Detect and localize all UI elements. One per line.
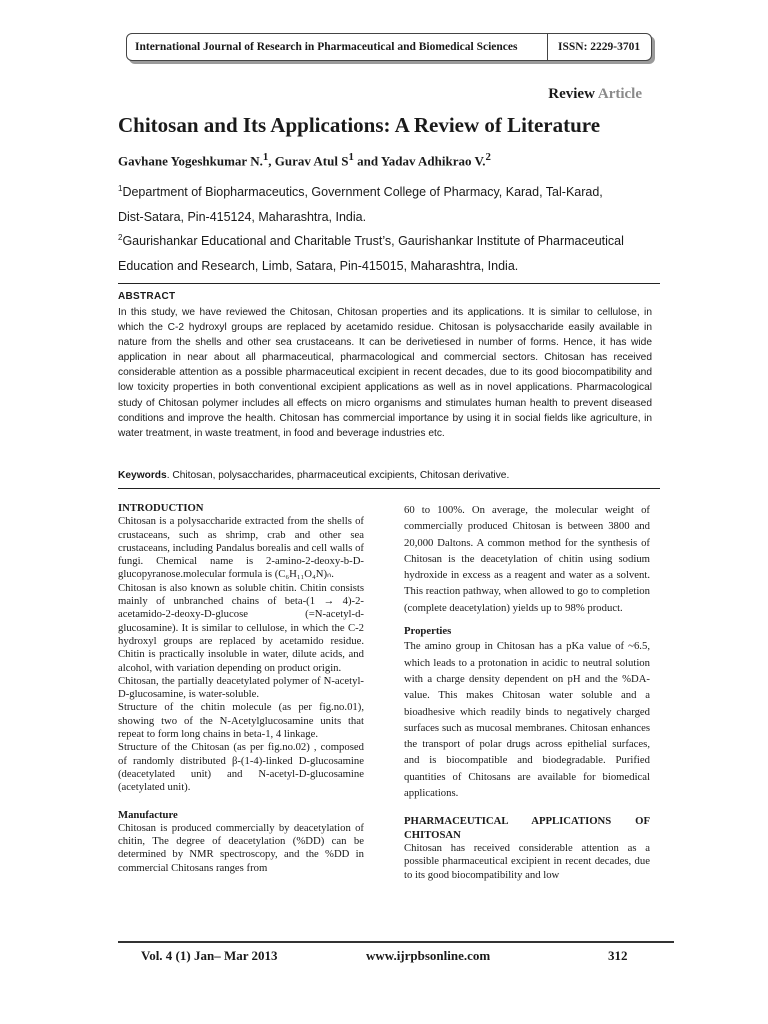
footer-volume: Vol. 4 (1) Jan– Mar 2013 bbox=[141, 948, 278, 963]
abstract-text: In this study, we have reviewed the Chitosan, Chitosan properties and its applications. It is similar to cellulose, in which the C-2 hydroxyl groups are replaced by acetamido residue. Chitosan is polysaccharide easily available in nature from the shells and other sea crustaceans. It can be derivetiesed in number of forms. Hence, it has wide application in near about all pharmaceutical, pharmacological and commercial sectors. Chitosan has received considerable attention as a possible pharmaceutical excipient in recent decades, due to its good biocompatibility and low toxicity properties in both conventional excipient applications as well as in novel applications. Pharmacological study of Chitosan polymer includes all effects on micro organisms and stimulates human health to prevent diseased conditions and improve the health. Chitosan has commercial importance by using it in social fields like agriculture, in water treatment, in waste treatment, in food and beverage industries etc. bbox=[118, 307, 652, 439]
top-rule bbox=[118, 283, 660, 284]
manufacture-continued-paragraph: 60 to 100%. On average, the molecular weight of commercially produced Chitosan is between 3800 and 20,000 Daltons. A common method for the synthesis of Chitosan is the deacetylation of chitin using sodium hydroxide in excess as a reagent and water as a solvent. This reaction pathway, when allowed to go to completion (complete deacetylation) yields up to 98% product. bbox=[404, 504, 650, 614]
affiliation-1 bbox=[118, 176, 658, 230]
properties-heading: Properties bbox=[404, 625, 452, 638]
journal-issn: ISSN: 2229-3701 bbox=[558, 41, 641, 53]
article-title: Chitosan and Its Applications: A Review of Literature bbox=[118, 113, 601, 137]
properties-paragraph: The amino group in Chitosan has a pKa value of ~6.5, which leads to a protonation in acidic to neutral solution with a charge density dependent on pH and the %DA-value. This makes Chitosan water soluble and a bioadhesive which readily binds to negatively charged surfaces such as mucosal membranes. Chitosan enhances the transport of polar drugs across epithelial surfaces, and is biocompatible and biodegradable. Purified quantities of Chitosans are available for biomedical applications. bbox=[404, 640, 650, 800]
intro-paragraph-1: Chitosan is a polysaccharide extracted from the shells of crustaceans, such as shrimp, crab and other sea crustaceans, including Pandalus borealis and cell walls of fungi. Chemical name is 2-amino-2-deoxy-b-D-glucopyranose.molecular formula is (C₆H₁₁O₄N)ₙ. bbox=[118, 515, 364, 581]
spacer bbox=[404, 616, 650, 625]
author-2: , Gurav Atul S bbox=[268, 153, 349, 169]
intro-paragraph-4: Structure of the chitin molecule (as per fig.no.01), showing two of the N-Acetylglucosamine units that repeat to form long chains in beta-1, 4 linkage. bbox=[118, 701, 364, 741]
left-column bbox=[118, 502, 364, 875]
journal-name: International Journal of Research in Pharmaceutical and Biomedical Sciences bbox=[135, 41, 518, 53]
journal-header-box bbox=[126, 33, 652, 61]
introduction-heading: INTRODUCTION bbox=[118, 502, 204, 514]
intro-paragraph-2: Chitosan is also known as soluble chitin. Chitin consists mainly of unbranched chains of beta-(1 → 4)-2-acetamido-2-deoxy-D-glucose (=N-acetyl-d-glucosamine). It is similar to cellulose, in which the C-2 hydroxyl groups are replaced by acetamido residue. Chitin is practically insoluble in water, dilute acids, and alcohol, with variation depending on product origin. bbox=[118, 581, 364, 674]
author-2-sup: 1 bbox=[348, 151, 354, 163]
intro-paragraph-3: Chitosan, the partially deacetylated polymer of N-acetyl-D-glucosamine, is water-soluble. bbox=[118, 674, 364, 701]
affiliation-1-sup: 1 bbox=[118, 184, 123, 193]
article-type-word1: Review bbox=[548, 86, 595, 102]
spacer bbox=[118, 795, 364, 809]
page-number: 312 bbox=[608, 948, 628, 963]
author-3: and Yadav Adhikrao V. bbox=[353, 153, 486, 169]
pharma-applications-heading: PHARMACEUTICAL APPLICATIONS OF CHITOSAN bbox=[404, 815, 650, 841]
keywords bbox=[118, 470, 658, 481]
author-3-sup: 2 bbox=[485, 151, 491, 163]
pharma-applications-paragraph: Chitosan has received considerable attention as a possible pharmaceutical excipient in recent decades, due to its good biocompatibility and low bbox=[404, 841, 650, 881]
affiliation-1-line1: Department of Biopharmaceutics, Government College of Pharmacy, Karad, Tal-Karad, bbox=[122, 185, 603, 200]
right-column bbox=[404, 502, 650, 882]
keywords-rule bbox=[118, 488, 660, 489]
spacer bbox=[404, 801, 650, 815]
manufacture-heading: Manufacture bbox=[118, 808, 178, 821]
article-type-label bbox=[548, 86, 642, 103]
author-list bbox=[118, 151, 491, 169]
keywords-label: Keywords bbox=[118, 470, 167, 481]
affiliation-2-line2: Education and Research, Limb, Satara, Pin-415015, Maharashtra, India. bbox=[118, 259, 519, 274]
keywords-text: . Chitosan, polysaccharides, pharmaceutical excipients, Chitosan derivative. bbox=[166, 470, 510, 481]
affiliation-2 bbox=[118, 225, 658, 279]
author-1-sup: 1 bbox=[262, 151, 269, 163]
footer-url[interactable]: www.ijrpbsonline.com bbox=[366, 948, 491, 963]
article-type-word2: Article bbox=[597, 86, 642, 102]
author-1: Gavhane Yogeshkumar N. bbox=[118, 153, 263, 169]
abstract-heading: ABSTRACT bbox=[118, 291, 176, 302]
intro-paragraph-5: Structure of the Chitosan (as per fig.no.02) , composed of randomly distributed β-(1-4)-linked D-glucosamine (deacetylated unit) and N-acetyl-D-glucosamine (acetylated unit). bbox=[118, 741, 364, 794]
manufacture-paragraph: Chitosan is produced commercially by deacetylation of chitin, The degree of deacetylation (%DD) can be determined by NMR spectroscopy, and the %DD in commercial Chitosans ranges from bbox=[118, 821, 364, 874]
page-footer bbox=[118, 948, 658, 966]
affiliation-2-line1: Gaurishankar Educational and Charitable Trust’s, Gaurishankar Institute of Pharmaceutical bbox=[122, 234, 624, 249]
affiliation-2-sup: 2 bbox=[118, 233, 123, 242]
affiliation-1-line2: Dist-Satara, Pin-415124, Maharashtra, India. bbox=[118, 210, 367, 225]
footer-rule bbox=[118, 941, 674, 943]
